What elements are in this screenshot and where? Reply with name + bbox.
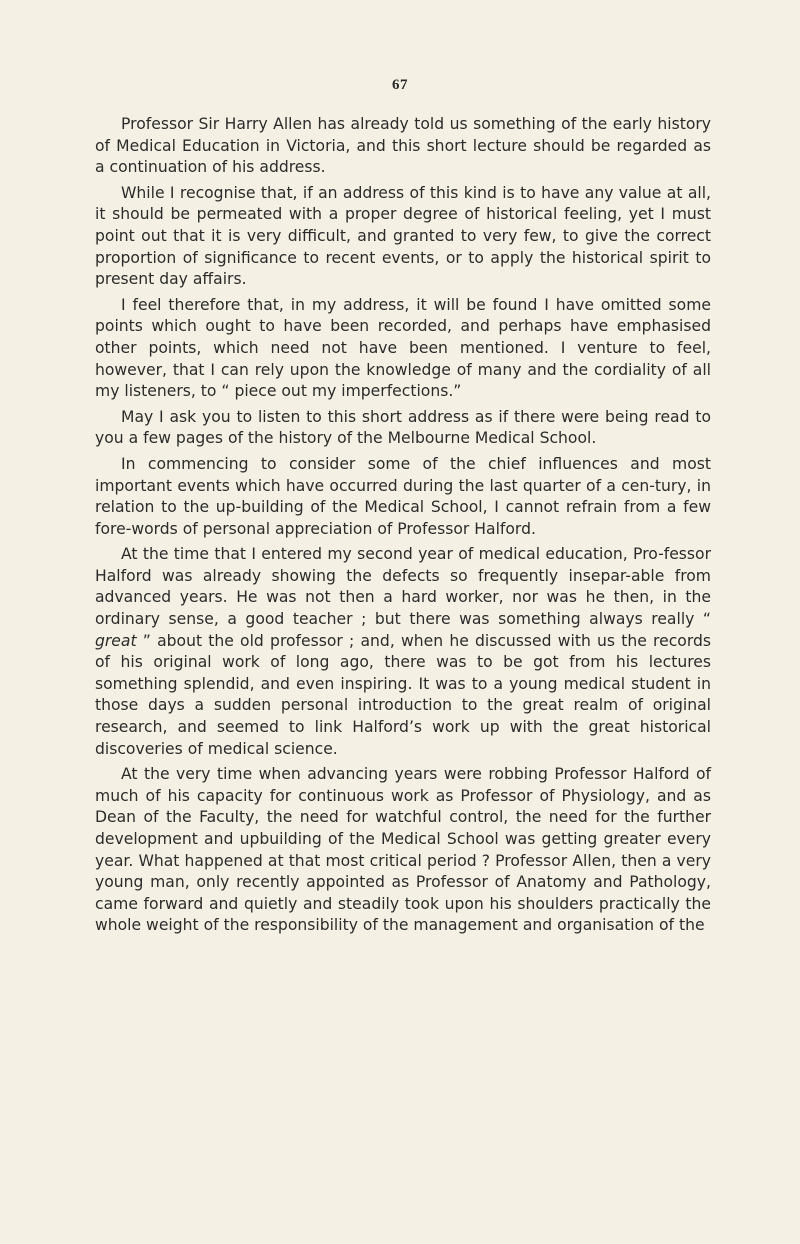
paragraph-5: In commencing to consider some of the chief influences and most important events which have occurred during the last quarter of a cen-tury, in relation to the up-building of the Medical School, I cannot refrain from a few fore-words of personal appreciation of Professor Halford. <box>95 454 711 538</box>
paragraph-7: At the very time when advancing years were robbing Professor Halford of much of his capacity for continuous work as Professor of Physiology, and as Dean of the Faculty, the need for watchful control, the need for the further development and upbuilding of the Medical School was getting greater every year. What happened at that most critical period ? Professor Allen, then a very young man, only recently appointed as Professor of Anatomy and Pathology, came forward and quietly and steadily took upon his shoulders practically the whole weight of the responsibility of the management and organisation of the <box>95 765 711 935</box>
paragraph-6-after: ” about the old professor ; and, when he discussed with us the records of his original work of long ago, there was to be got from his lectures something splendid, and even inspiring. It was to a young medical student in those days a sudden personal introduction to the great realm of original research, and seemed to link Halford’s work up with the great historical discoveries of medical science. <box>95 631 711 758</box>
paragraph-3: I feel therefore that, in my address, it will be found I have omitted some points which ought to have been recorded, and perhaps have emphasised other points, which need not have been mentioned. I venture to feel, however, that I can rely upon the knowledge of many and the cordiality of all my listeners, to “ piece out my imperfections.” <box>95 295 711 401</box>
paragraph-6-before: At the time that I entered my second year of medical education, Pro-fessor Halford was already showing the defects so frequently insepar-able from advanced years. He was not then a hard worker, nor was he then, in the ordinary sense, a good teacher ; but there was something always really “ <box>95 545 711 629</box>
paragraph-1: Professor Sir Harry Allen has already told us something of the early history of Medical Education in Victoria, and this short lecture should be regarded as a continuation of his address. <box>95 115 711 177</box>
page-number: 67 <box>392 77 408 93</box>
paragraph-4: May I ask you to listen to this short address as if there were being read to you a few pages of the history of the Melbourne Medical School. <box>95 407 711 448</box>
emphasis-great: great <box>95 631 137 650</box>
paragraph-6 <box>95 544 711 760</box>
body-text <box>95 114 711 941</box>
paragraph-2: While I recognise that, if an address of this kind is to have any value at all, it should be permeated with a proper degree of historical feeling, yet I must point out that it is very difficult, and granted to very few, to give the correct proportion of significance to recent events, or to apply the historical spirit to present day affairs. <box>95 183 711 289</box>
